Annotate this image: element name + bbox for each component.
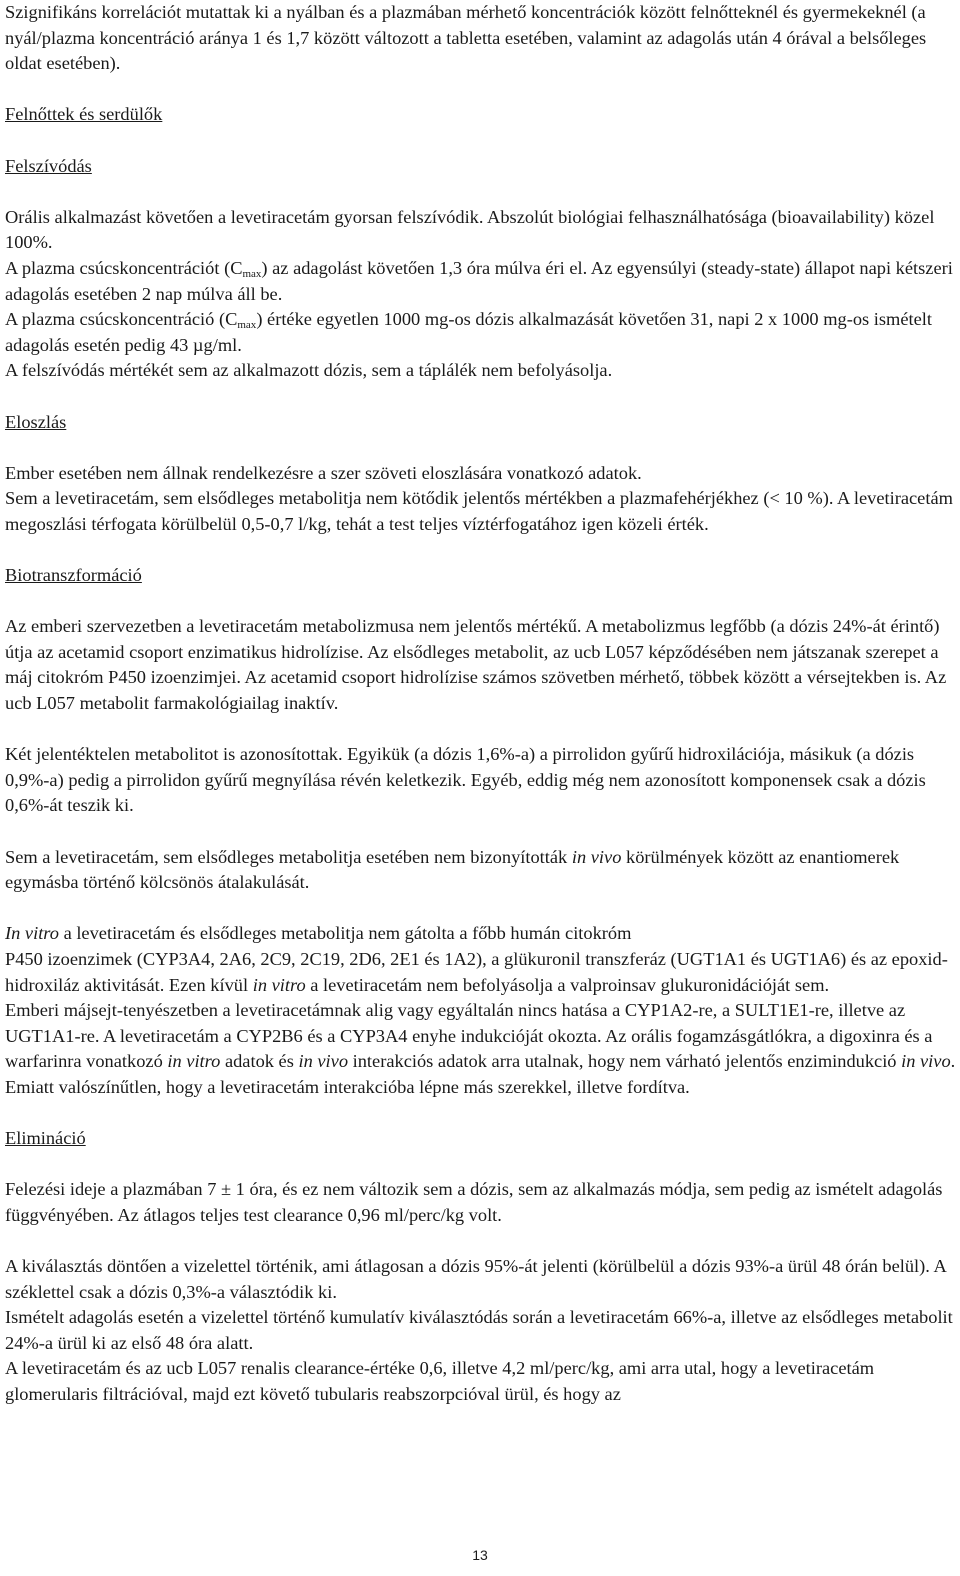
page-number: 13 <box>472 1547 488 1563</box>
intro-paragraph: Szignifikáns korrelációt mutattak ki a nyálban és a plazmában mérhető koncentrációk között felnőtteknél és gyermekeknél (a nyál/plazma koncentráció aránya 1 és 1,7 között változott a tabletta esetében, valamint az adagolás után 4 órával a belsőleges oldat esetében). <box>5 2 927 74</box>
biotransformation-paragraph-3: Sem a levetiracetám, sem elsődleges metabolitja esetében nem bizonyították in vivo körülmények között az enantiomerek egymásba történő kölcsönös átalakulását. <box>5 846 900 893</box>
heading-biotransformation: Biotranszformáció <box>5 565 142 586</box>
distribution-paragraph-1: Ember esetében nem állnak rendelkezésre a szer szöveti eloszlására vonatkozó adatok. <box>5 462 642 483</box>
biotransformation-paragraph-5: Emberi májsejt-tenyészetben a levetiracetámnak alig vagy egyáltalán nincs hatása a CYP1A2-re, a SULT1E1-re, illetve az UGT1A1-re. A levetiracetám a CYP2B6 és a CYP3A4 enyhe indukcióját okozta. Az orális fogamzásgátlókra, a digoxinra és a warfarinra vonatkozó in vitro adatok és in vivo interakciós adatok arra utalnak, hogy nem várható jelentős enzimindukció in vivo. Emiatt valószínűtlen, hogy a levetiracetám interakcióba lépne más szerekkel, illetve fordítva. <box>5 1000 956 1097</box>
elimination-paragraph-4: A levetiracetám és az ucb L057 renalis clearance-értéke 0,6, illetve 4,2 ml/perc/kg, ami arra utal, hogy a levetiracetám glomerularis filtrációval, majd ezt követő tubularis reabszorpcióval ürül, és hogy az <box>5 1358 875 1405</box>
absorption-paragraph-2: A plazma csúcskoncentrációt $(C_{max})$ az adagolást követően 1,3 óra múlva éri el. Az egyensúlyi (steady-state) állapot napi kétszeri adagolás esetében 2 nap múlva áll be. <box>5 257 953 304</box>
absorption-paragraph-1: Orális alkalmazást követően a levetiracetám gyorsan felszívódik. Abszolút biológiai felhasználhatósága (bioavailability) közel 100%. <box>5 206 935 253</box>
biotransformation-paragraph-2: Két jelentéktelen metabolitot is azonosítottak. Egyikük (a dózis 1,6%-a) a pirrolidon gyűrű hidroxilációja, másikuk (a dózis 0,9%-a) pedig a pirrolidon gyűrű megnyílása révén keletkezik. Egyéb, eddig még nem azonosított komponensek csak a dózis 0,6%-át teszik ki. <box>5 744 926 816</box>
absorption-paragraph-4: A felszívódás mértékét sem az alkalmazott dózis, sem a táplálék nem befolyásolja. <box>5 360 613 381</box>
biotransformation-paragraph-1: Az emberi szervezetben a levetiracetám metabolizmusa nem jelentős mértékű. A metabolizmus legfőbb (a dózis 24%-át érintő) útja az acetamid csoport enzimatikus hidrolízise. Az elsődleges metabolit, az ucb L057 képződésében nem játszanak szerepet a máj citokróm P450 izoenzimjei. Az acetamid csoport hidrolízise számos szövetben mérhető, többek között a vérsejtekben is. Az ucb L057 metabolit farmakológiailag inaktív. <box>5 616 947 714</box>
document-page <box>5 0 957 1408</box>
absorption-paragraph-3: A plazma csúcskoncentráció $(C_{max})$ értéke egyetlen 1000 mg-os dózis alkalmazását követően 31, napi 2 x 1000 mg-os ismételt adagolás esetén pedig 43 µg/ml. <box>5 309 932 355</box>
elimination-paragraph-2: A kiválasztás döntően a vizelettel történik, ami átlagosan a dózis 95%-át jelenti (körülbelül a dózis 93%-a ürül 48 órán belül). A széklettel csak a dózis 0,3%-a választódik ki. <box>5 1256 946 1302</box>
heading-elimination: Elimináció <box>5 1128 86 1149</box>
distribution-paragraph-2: Sem a levetiracetám, sem elsődleges metabolitja nem kötődik jelentős mértékben a plazmafehérjékhez (< 10 %). A levetiracetám megoszlási térfogata körülbelül 0,5-0,7 l/kg, tehát a test teljes víztérfogatához igen közeli érték. <box>5 488 953 534</box>
heading-distribution: Eloszlás <box>5 411 67 432</box>
elimination-paragraph-3: Ismételt adagolás esetén a vizelettel történő kumulatív kiválasztódás során a levetiracetám 66%-a, illetve az elsődleges metabolit 24%-a ürül ki az első 48 óra alatt. <box>5 1307 953 1353</box>
elimination-paragraph-1: Felezési ideje a plazmában 7 ± 1 óra, és ez nem változik sem a dózis, sem az alkalmazás módja, sem pedig az ismételt adagolás függvényében. Az átlagos teljes test clearance 0,96 ml/perc/kg volt. <box>5 1179 943 1225</box>
biotransformation-paragraph-4: In vitro a levetiracetám és elsődleges metabolitja nem gátolta a főbb humán citokróm P450 izoenzimek (CYP3A4, 2A6, 2C9, 2C19, 2D6, 2E1 és 1A2), a glükuronil transzferáz (UGT1A1 és UGT1A6) és az epoxid-hidroxiláz aktivitását. Ezen kívül in vitro a levetiracetám nem befolyásolja a valproinsav glukuronidációját sem. <box>5 923 948 995</box>
heading-adults-adolescents: Felnőttek és serdülők <box>5 104 163 125</box>
heading-absorption: Felszívódás <box>5 155 92 176</box>
